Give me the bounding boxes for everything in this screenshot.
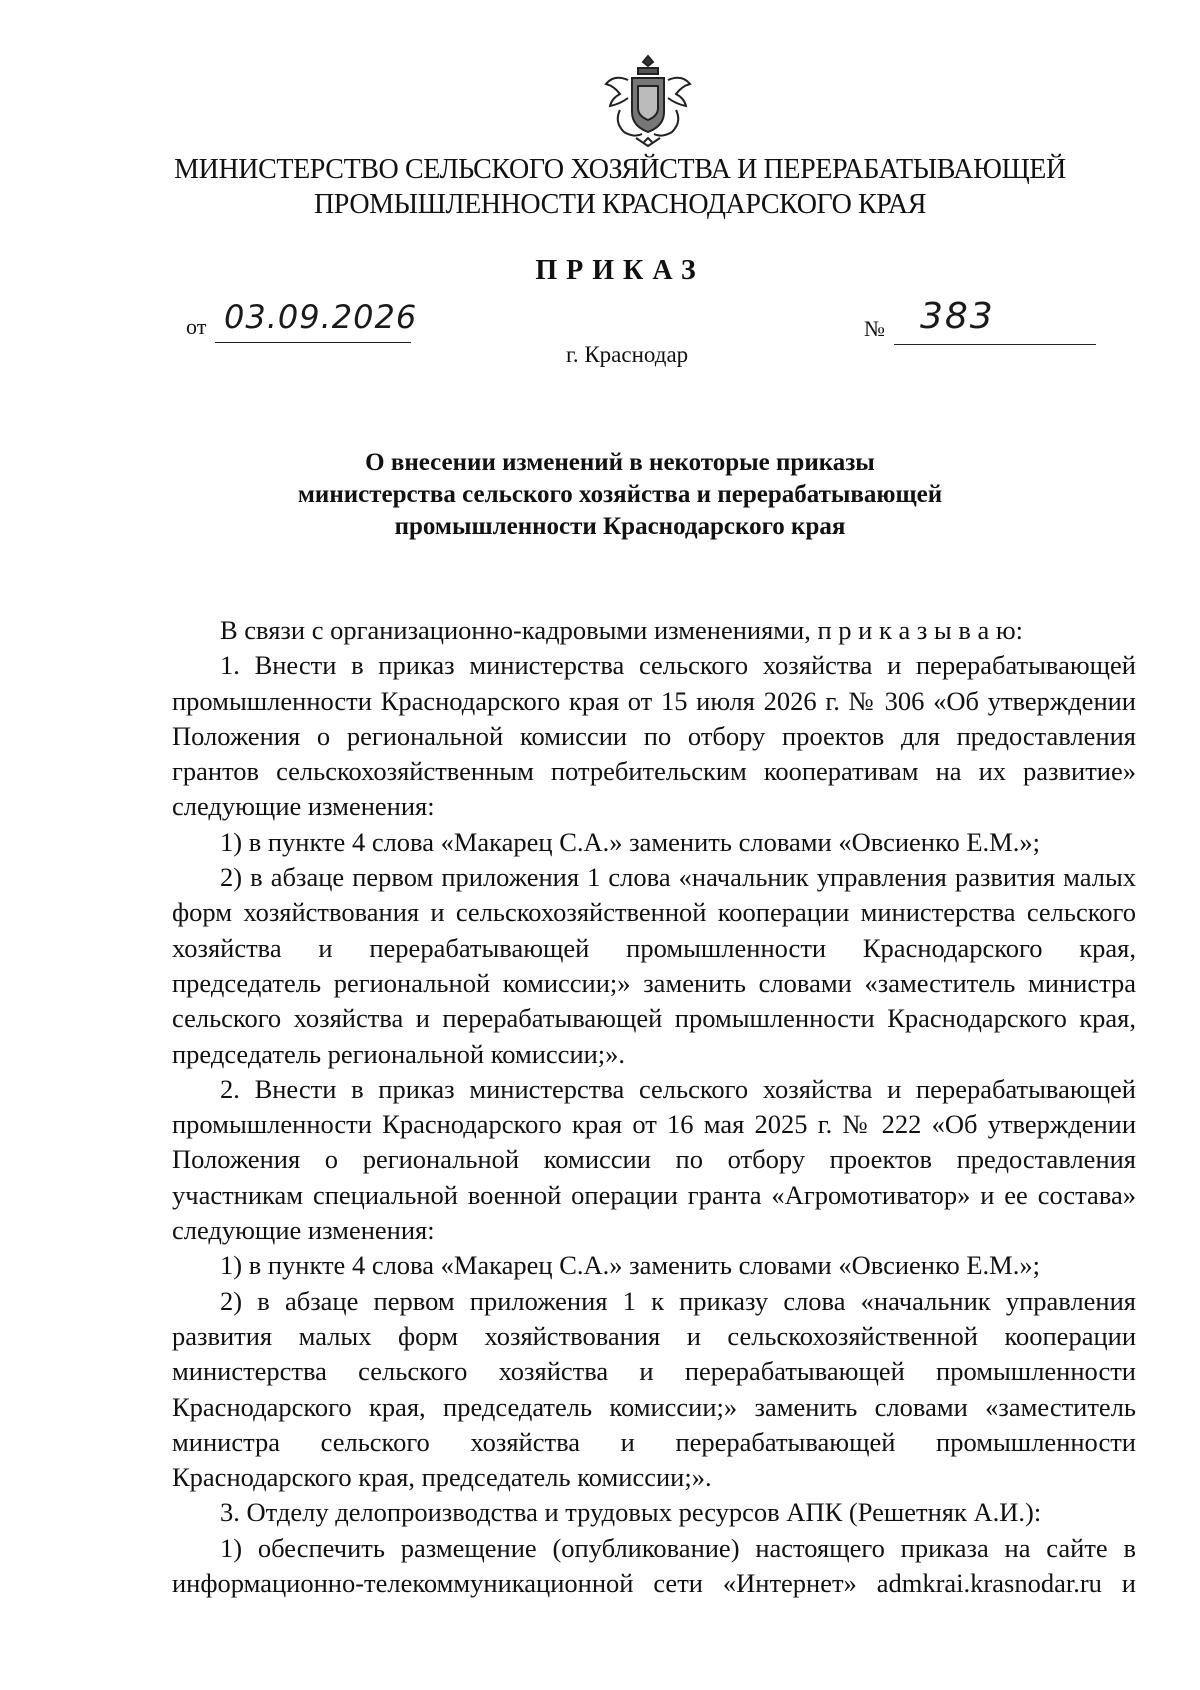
- document-type: ПРИКАЗ: [535, 255, 705, 286]
- ministry-line-1: МИНИСТЕРСТВО СЕЛЬСКОГО ХОЗЯЙСТВА И ПЕРЕРАБАТЫВАЮЩЕЙ: [174, 154, 1066, 185]
- clause-1-paragraph: 1. Внести в приказ министерства сельского хозяйства и перерабатывающей промышленности Краснодарского края от 15 июля 2026 г. № 306 «Об утверждении Положения о региональной комиссии по отбору проектов для предоставления грантов сельскохозяйственным потребительским кооперативам на их развитие» следующие изменения:: [172, 650, 1136, 822]
- subject-line-3: промышленности Краснодарского края: [394, 513, 846, 540]
- ministry-line-2: ПРОМЫШЛЕННОСТИ КРАСНОДАРСКОГО КРАЯ: [313, 189, 926, 220]
- clause-3-item-1: 1) обеспечить размещение (опубликование) настоящего приказа на сайте в информационно-телекоммуникационной сети «Интернет» admkrai.krasnodar.ru и: [172, 1532, 1136, 1599]
- order-number-field: [864, 298, 1104, 346]
- order-body: [172, 613, 1136, 1601]
- city: г. Краснодар: [566, 342, 689, 367]
- clause-2-item-2: 2) в абзаце первом приложения 1 к приказу слова «начальник управления развития малых форм хозяйствования и сельскохозяйственной кооперации министерства сельского хозяйства и перерабатывающей промышленности Краснодарского края, председатель комиссии;» заменить словами «заместитель министра сельского хозяйства и перерабатывающей промышленности Краснодарского края, председатель комиссии;».: [172, 1285, 1136, 1493]
- date-underline: [215, 342, 411, 343]
- coat-of-arms-icon: [598, 50, 698, 150]
- order-date-handwritten: 03.09.2026: [224, 298, 418, 336]
- number-prefix: №: [864, 316, 885, 341]
- order-date-field: [186, 298, 446, 346]
- subject-line-2: министерства сельского хозяйства и перерабатывающей: [297, 481, 943, 508]
- number-underline: [894, 344, 1096, 345]
- order-subject: [200, 447, 1040, 543]
- date-prefix: от: [186, 314, 207, 339]
- order-number-handwritten: 383: [920, 296, 995, 337]
- clause-2-paragraph: 2. Внести в приказ министерства сельского хозяйства и перерабатывающей промышленности Краснодарского края от 16 мая 2025 г. № 222 «Об утверждении Положения о региональной комиссии по отбору проектов предоставления участникам специальной военной операции гранта «Агромотиватор» и ее состава» следующие изменения:: [172, 1073, 1136, 1246]
- clause-2-item-1: 1) в пункте 4 слова «Макарец С.А.» заменить словами «Овсиенко Е.М.»;: [220, 1250, 1040, 1281]
- ministry-name: [150, 152, 1090, 222]
- clause-3-paragraph: 3. Отделу делопроизводства и трудовых ресурсов АПК (Решетняк А.И.):: [220, 1497, 1042, 1528]
- clause-1-item-1: 1) в пункте 4 слова «Макарец С.А.» заменить словами «Овсиенко Е.М.»;: [220, 826, 1040, 857]
- clause-1-item-2: 2) в абзаце первом приложения 1 слова «начальник управления развития малых форм хозяйствования и сельскохозяйственной кооперации министерства сельского хозяйства и перерабатывающей промышленности Краснодарского края, председатель региональной комиссии;» заменить словами «заместитель министра сельского хозяйства и перерабатывающей промышленности Краснодарского края, председатель региональной комиссии;».: [172, 862, 1136, 1069]
- preamble-paragraph: В связи с организационно-кадровыми изменениями, п р и к а з ы в а ю:: [220, 615, 1024, 645]
- subject-line-1: О внесении изменений в некоторые приказы: [365, 449, 875, 476]
